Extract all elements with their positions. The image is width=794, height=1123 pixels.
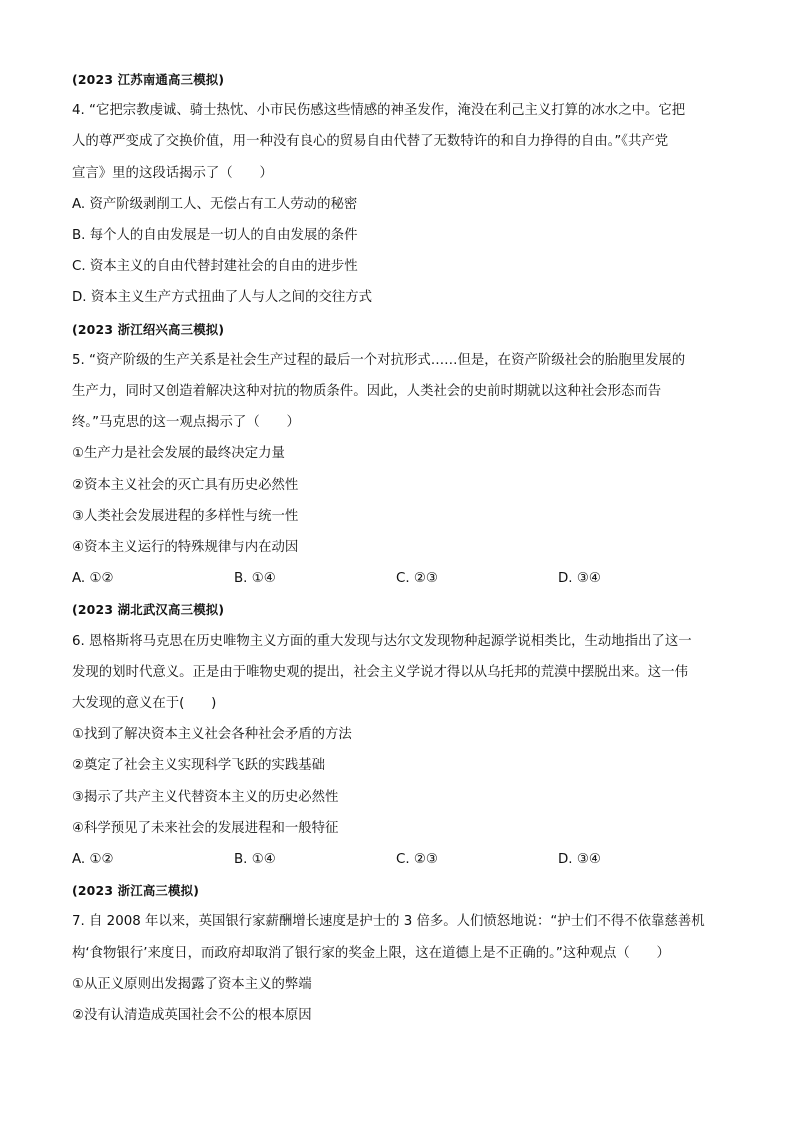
statement-1: ①生产力是社会发展的最终决定力量 — [72, 446, 285, 462]
question-stem-line: 5. “资产阶级的生产关系是社会生产过程的最后一个对抗形式……但是，在资产阶级社会的胎胞里发展的 — [72, 352, 686, 368]
option-c: C. 资本主义的自由代替封建社会的自由的进步性 — [72, 259, 358, 275]
option-b: B. 每个人的自由发展是一切人的自由发展的条件 — [72, 228, 358, 244]
statement-4: ④科学预见了未来社会的发展进程和一般特征 — [72, 820, 339, 836]
question-stem-line: 4. “它把宗教虔诚、骑士热忱、小市民伤感这些情感的神圣发作，淹没在利己主义打算的冰水之中。它把 — [72, 103, 686, 119]
choice-a: A. ①② — [72, 852, 114, 868]
question-source: (2023 湖北武汉高三模拟) — [72, 602, 225, 618]
question-stem-line: 宣言》里的这段话揭示了（ ） — [72, 165, 273, 181]
question-stem-line: 生产力，同时又创造着解决这种对抗的物质条件。因此，人类社会的史前时期就以这种社会形态而告 — [72, 384, 662, 400]
option-a: A. 资产阶级剥削工人、无偿占有工人劳动的秘密 — [72, 196, 358, 212]
question-source: (2023 浙江高三模拟) — [72, 883, 200, 899]
choice-d: D. ③④ — [558, 571, 601, 587]
question-stem-line: 构‘食物银行’来度日，而政府却取消了银行家的奖金上限，这在道德上是不正确的。”这种观点（ ） — [72, 945, 670, 961]
choice-c: C. ②③ — [396, 852, 438, 868]
question-stem-line: 7. 自 2008 年以来，英国银行家薪酬增长速度是护士的 3 倍多。人们愤怒地说：“护士们不得不依靠慈善机 — [72, 914, 705, 930]
choice-b: B. ①④ — [234, 852, 276, 868]
question-stem-line: 大发现的意义在于( ) — [72, 696, 217, 712]
choice-c: C. ②③ — [396, 571, 438, 587]
choice-row — [72, 563, 724, 594]
statement-1: ①从正义原则出发揭露了资本主义的弊端 — [72, 976, 312, 992]
statement-2: ②资本主义社会的灭亡具有历史必然性 — [72, 477, 299, 493]
statement-1: ①找到了解决资本主义社会各种社会矛盾的方法 — [72, 727, 352, 743]
question-5 — [72, 314, 724, 595]
option-d: D. 资本主义生产方式扭曲了人与人之间的交往方式 — [72, 290, 373, 306]
question-stem-line: 6. 恩格斯将马克思在历史唯物主义方面的重大发现与达尔文发现物种起源学说相类比，生动地指出了这一 — [72, 633, 692, 649]
question-4 — [72, 64, 724, 314]
question-stem-line: 终。”马克思的这一观点揭示了（ ） — [72, 415, 300, 431]
statement-2: ②奠定了社会主义实现科学飞跃的实践基础 — [72, 758, 326, 774]
statement-3: ③人类社会发展进程的多样性与统一性 — [72, 508, 299, 524]
question-source: (2023 江苏南通高三模拟) — [72, 72, 225, 87]
exam-page — [72, 64, 724, 1031]
question-6 — [72, 594, 724, 875]
choice-d: D. ③④ — [558, 852, 601, 868]
statement-3: ③揭示了共产主义代替资本主义的历史必然性 — [72, 789, 339, 805]
statement-4: ④资本主义运行的特殊规律与内在动因 — [72, 540, 299, 556]
choice-b: B. ①④ — [234, 571, 276, 587]
question-source: (2023 浙江绍兴高三模拟) — [72, 321, 225, 337]
choice-a: A. ①② — [72, 571, 114, 587]
question-7 — [72, 875, 724, 1031]
question-stem-line: 人的尊严变成了交换价值，用一种没有良心的贸易自由代替了无数特许的和自力挣得的自由。”《共产党 — [72, 134, 669, 150]
question-stem-line: 发现的划时代意义。正是由于唯物史观的提出，社会主义学说才得以从乌托邦的荒漠中摆脱出来。这一伟 — [72, 664, 688, 680]
choice-row — [72, 844, 724, 875]
statement-2: ②没有认清造成英国社会不公的根本原因 — [72, 1008, 312, 1024]
